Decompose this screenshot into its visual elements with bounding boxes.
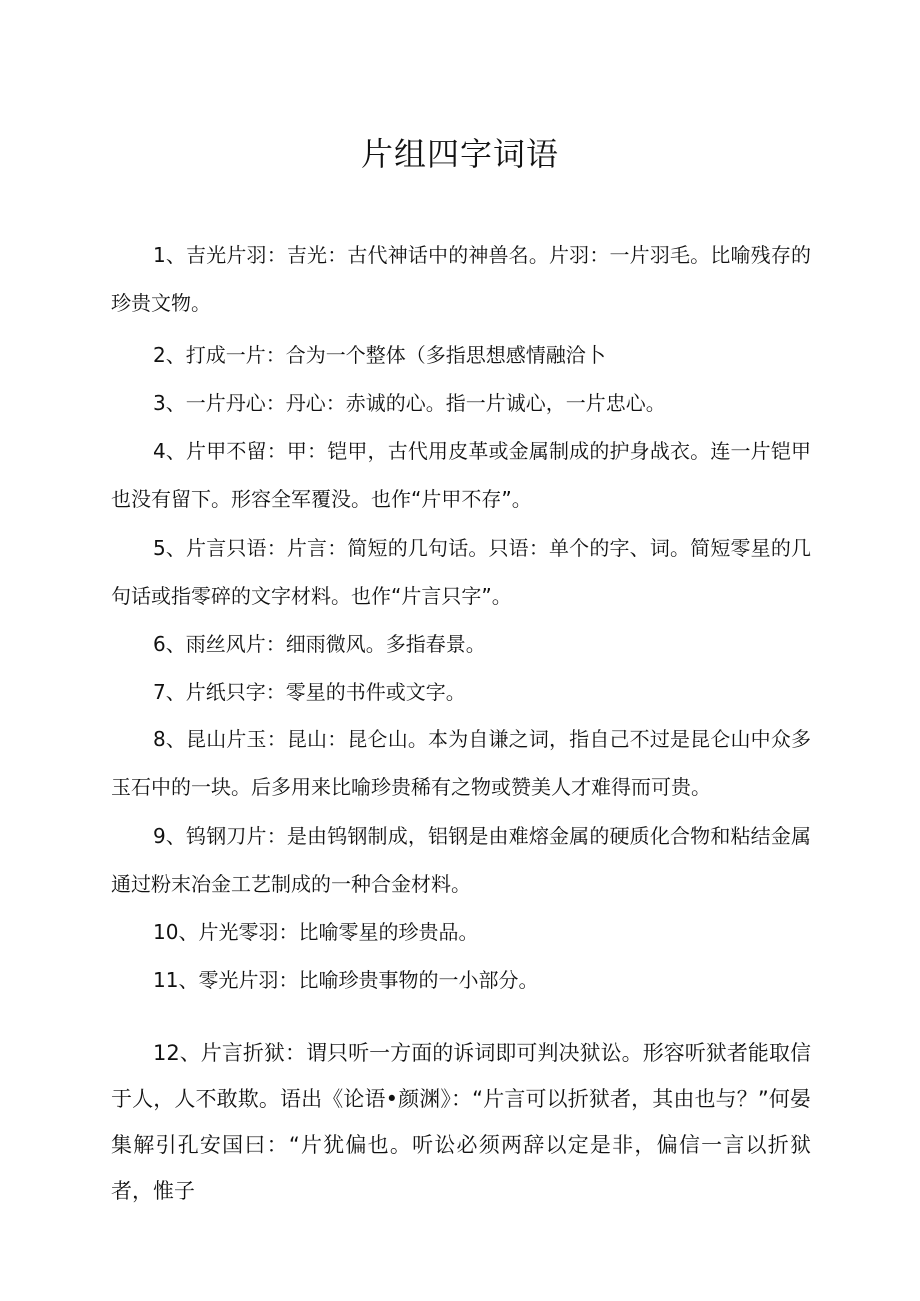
entry-4: 4、片甲不留：甲：铠甲，古代用皮革或金属制成的护身战衣。连一片铠甲也没有留下。形容全军覆没。也作“片甲不存”。 [111, 439, 811, 511]
entry-11: 11、零光片羽：比喻珍贵事物的一小部分。 [153, 968, 539, 992]
entry-9: 9、钨钢刀片：是由钨钢制成，铝钢是由难熔金属的硬质化合物和粘结金属通过粉末冶金工艺制成的一种合金材料。 [111, 824, 811, 896]
entry-7: 7、片纸只字：零星的书件或文字。 [153, 680, 466, 704]
entry-1: 1、吉光片羽：吉光：古代神话中的神兽名。片羽：一片羽毛。比喻残存的珍贵文物。 [111, 243, 811, 315]
entry-2: 2、打成一片：合为一个整体（多指思想感情融洽卜 [153, 343, 606, 367]
entry-12: 12、片言折狱：谓只听一方面的诉词即可判决狱讼。形容听狱者能取信于人，人不敢欺。语出《论语•颜渊》：“片言可以折狱者，其由也与？”何晏集解引孔安国曰：“片犹偏也。听讼必须两辞以定是非，偏信一言以折狱者，惟子 [111, 1041, 811, 1203]
entry-8: 8、昆山片玉：昆山：昆仑山。本为自谦之词，指自己不过是昆仑山中众多玉石中的一块。后多用来比喻珍贵稀有之物或赞美人才难得而可贵。 [111, 727, 811, 799]
entry-3: 3、一片丹心：丹心：赤诚的心。指一片诚心，一片忠心。 [153, 391, 666, 415]
entry-10: 10、片光零羽：比喻零星的珍贵品。 [153, 920, 479, 944]
document-title: 片组四字词语 [360, 135, 559, 173]
entry-5: 5、片言只语：片言：简短的几句话。只语：单个的字、词。简短零星的几句话或指零碎的文字材料。也作“片言只字”。 [111, 536, 811, 608]
entry-6: 6、雨丝风片：细雨微风。多指春景。 [153, 632, 486, 656]
